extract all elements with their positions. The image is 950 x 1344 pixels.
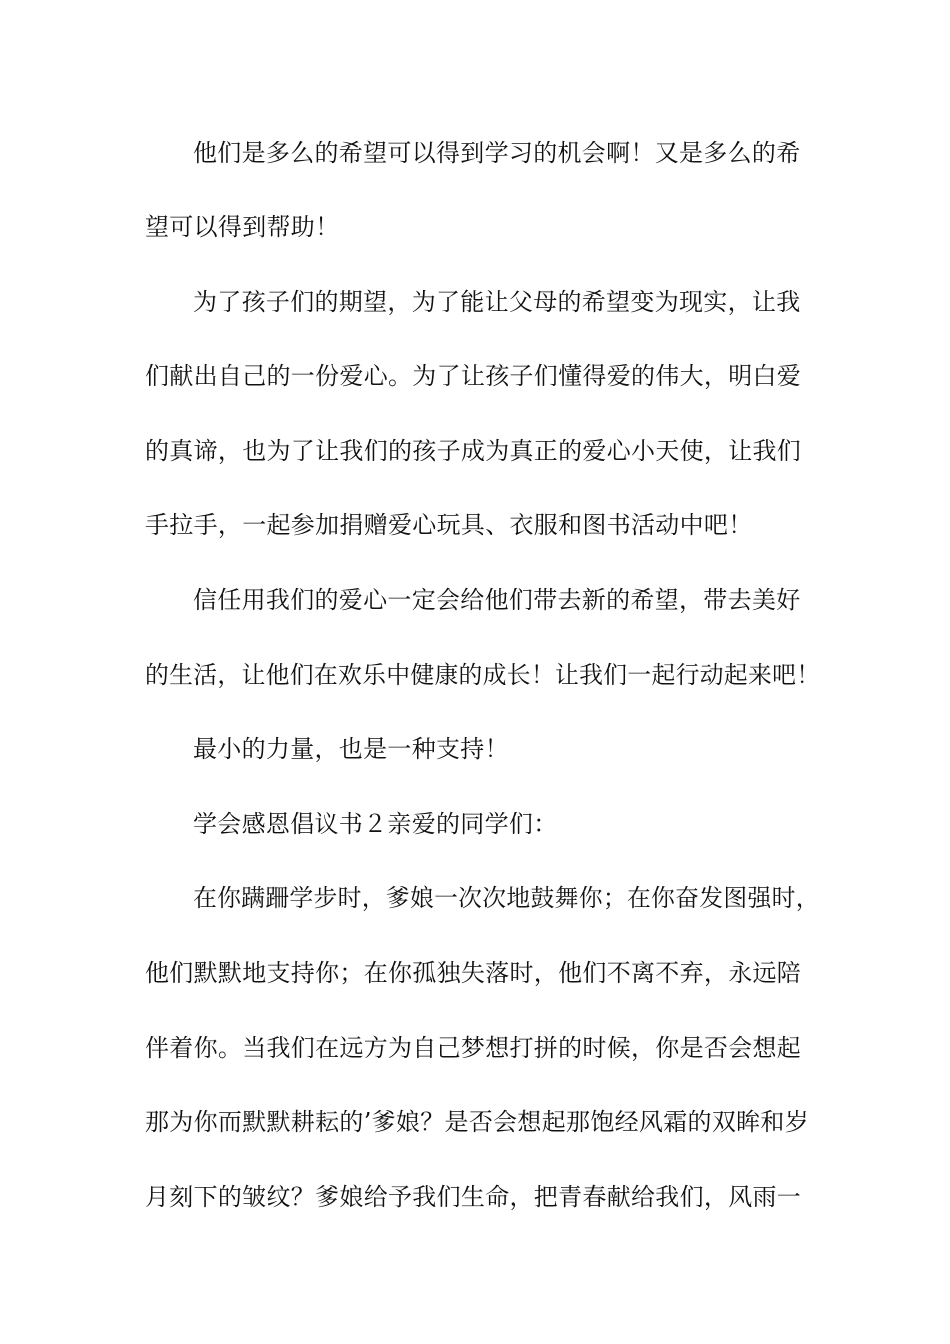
text-line: 们献出自己的一份爱心。为了让孩子们懂得爱的伟大，明白爱 — [145, 362, 802, 390]
text-line: 的真谛，也为了让我们的孩子成为真正的爱心小天使，让我们 — [145, 437, 802, 465]
text-line: 手拉手，一起参加捐赠爱心玩具、衣服和图书活动中吧！ — [145, 511, 753, 539]
text-line: 在你蹒跚学步时，爹娘一次次地鼓舞你；在你奋发图强时， — [193, 884, 820, 912]
text-line: 他们默默地支持你；在你孤独失落时，他们不离不弃，永远陪 — [145, 959, 802, 987]
text-line: 为了孩子们的期望，为了能让父母的希望变为现实，让我 — [193, 288, 801, 316]
text-line: 他们是多么的希望可以得到学习的机会啊！又是多么的希 — [193, 139, 801, 167]
text-line: 月刻下的皱纹？爹娘给予我们生命，把青春献给我们，风雨一 — [145, 1183, 802, 1211]
text-line: 那为你而默默耕耘的’爹娘？是否会想起那饱经风霜的双眸和岁 — [145, 1108, 810, 1136]
text-line: 伴着你。当我们在远方为自己梦想打拼的时候，你是否会想起 — [145, 1034, 802, 1062]
text-line: 的生活，让他们在欢乐中健康的成长！让我们一起行动起来吧！ — [145, 661, 821, 689]
text-line: 最小的力量，也是一种支持！ — [193, 735, 509, 763]
text-line: 学会感恩倡议书２亲爱的同学们： — [193, 810, 558, 838]
text-line: 望可以得到帮助！ — [145, 213, 340, 241]
text-line: 信任用我们的爱心一定会给他们带去新的希望，带去美好 — [193, 586, 801, 614]
